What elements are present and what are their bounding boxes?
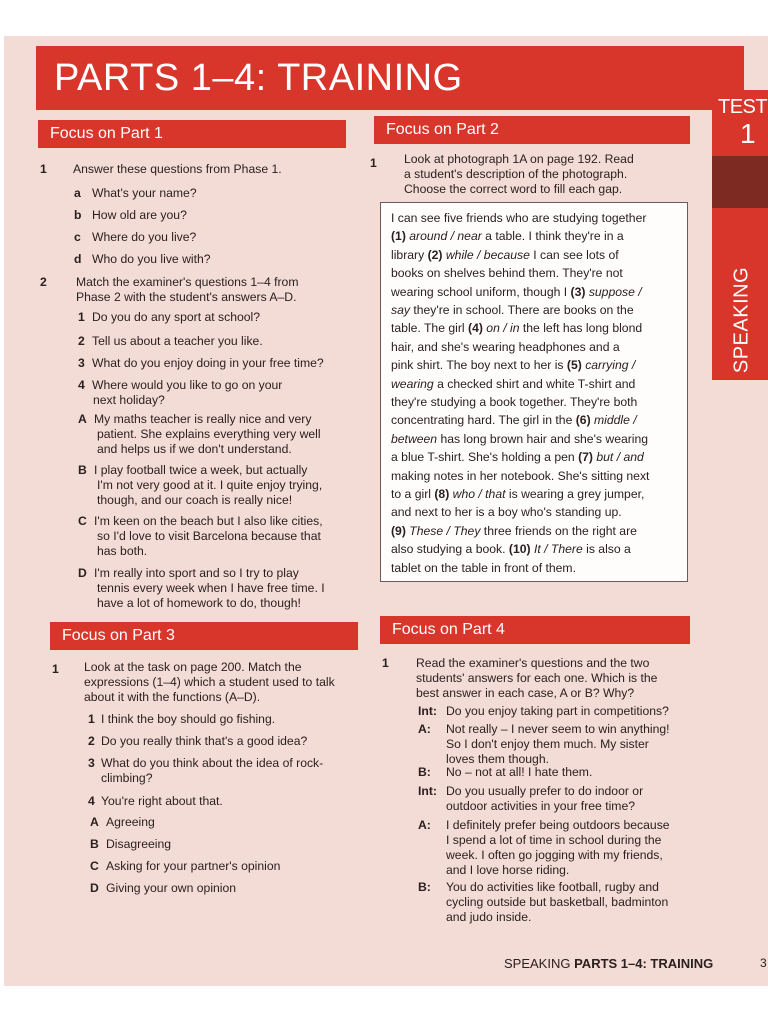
part2-heading: Focus on Part 2 <box>374 116 690 144</box>
passage-line <box>391 542 631 557</box>
passage-text: concentrating hard. The girl in the <box>391 413 576 428</box>
passage-line <box>391 505 622 520</box>
answer-line: I'm keen on the beach but I also like cities, <box>94 514 323 528</box>
gap-number: (2) <box>427 247 446 262</box>
item-letter: b <box>74 208 82 222</box>
dialogue-line: outdoor activities in your free time? <box>446 799 635 813</box>
item-text: Where do you live? <box>92 230 197 244</box>
speaker-label: A: <box>418 818 431 832</box>
question-number: 4 <box>78 378 85 392</box>
passage-text: has long brown hair and she's wearing <box>437 431 649 446</box>
gap-number: (7) <box>578 450 597 465</box>
gap-options: while / because <box>445 247 530 262</box>
answer-letter: D <box>78 566 87 580</box>
p3-q1-line: about it with the functions (A–D). <box>84 690 261 704</box>
answer-letter: C <box>78 514 87 528</box>
expression-number: 3 <box>88 756 95 770</box>
part3-heading: Focus on Part 3 <box>50 622 358 650</box>
passage-line <box>391 248 619 263</box>
gap-options: It / There <box>533 542 583 557</box>
gap-number: (3) <box>570 284 589 299</box>
speaker-label: Int: <box>418 704 437 718</box>
speaker-label: Int: <box>418 784 437 798</box>
function-letter: A <box>90 815 99 829</box>
p1-q2-intro-line: Phase 2 with the student's answers A–D. <box>76 290 297 304</box>
passage-line <box>391 303 634 318</box>
expression-line: Do you really think that's a good idea? <box>101 734 308 748</box>
expression-line: I think the boy should go fishing. <box>101 712 276 726</box>
p3-q1-line: expressions (1–4) which a student used to talk <box>84 675 335 689</box>
item-letter: d <box>74 252 82 266</box>
test-number: 1 <box>740 118 756 149</box>
tab-dark-band <box>712 156 768 208</box>
passage-line <box>391 561 576 576</box>
page <box>4 36 768 986</box>
passage-text: the left has long blond <box>519 321 643 336</box>
question-line: Do you do any sport at school? <box>92 310 261 324</box>
question-number: 3 <box>78 356 85 370</box>
passage-text: they're studying a book together. They're both <box>391 395 638 409</box>
function-letter: C <box>90 859 99 873</box>
passage-line <box>391 321 642 336</box>
page-title: PARTS 1–4: TRAINING <box>54 57 463 99</box>
gap-options: around / near <box>409 229 482 244</box>
dialogue-line: and I love horse riding. <box>446 863 570 877</box>
gap-number: (8) <box>434 487 453 501</box>
question-number: 1 <box>78 310 85 324</box>
item-letter: a <box>74 186 81 200</box>
passage-line <box>391 524 637 539</box>
item-text: Who do you live with? <box>92 252 211 266</box>
expression-number: 1 <box>88 712 95 726</box>
answer-letter: B <box>78 463 87 477</box>
question-number: 2 <box>78 334 85 348</box>
gap-number: (6) <box>575 413 595 428</box>
gap-number: (1) <box>391 229 410 244</box>
passage-text: also studying a book. <box>391 542 509 557</box>
p2-q1-number: 1 <box>370 156 377 170</box>
footer-section: SPEAKING <box>504 956 571 971</box>
gap-number: (4) <box>468 321 487 336</box>
dialogue-line: loves them though. <box>446 752 549 766</box>
p4-q1-line: best answer in each case, A or B? Why? <box>416 686 635 700</box>
passage-line <box>391 266 623 281</box>
footer-title: PARTS 1–4: TRAINING <box>574 956 714 971</box>
passage-text: tablet on the table in front of them. <box>391 560 576 575</box>
answer-line: patient. She explains everything very well <box>97 427 321 441</box>
test-side-tab <box>712 90 768 380</box>
passage-text: three friends on the right are <box>480 523 637 538</box>
title-banner <box>36 46 744 110</box>
function-text: Disagreeing <box>106 837 172 851</box>
passage-text: I can see lots of <box>529 247 619 262</box>
question-line: Tell us about a teacher you like. <box>92 334 263 348</box>
section-label: SPEAKING <box>730 266 753 374</box>
gap-options: but / and <box>596 450 644 465</box>
question-line: next holiday? <box>93 393 165 407</box>
function-text: Agreeing <box>106 815 155 829</box>
passage-text: to a girl <box>391 487 435 501</box>
expression-number: 2 <box>88 734 95 748</box>
expression-line: You're right about that. <box>101 794 223 808</box>
passage-text: hair, and she's wearing headphones and a <box>391 339 620 354</box>
dialogue-line: cycling outside but basketball, badminton <box>446 895 669 909</box>
part1-heading: Focus on Part 1 <box>38 120 346 148</box>
p2-q1-line: Look at photograph 1A on page 192. Read <box>404 152 634 166</box>
answer-line: has both. <box>97 544 148 558</box>
question-line: What do you enjoy doing in your free time? <box>92 356 324 370</box>
dialogue-line: I spend a lot of time in school during the <box>446 833 662 847</box>
p3-q1-line: Look at the task on page 200. Match the <box>84 660 302 674</box>
p1-q1-number: 1 <box>40 162 47 176</box>
speaker-label: A: <box>418 722 431 736</box>
gap-options: middle / <box>594 413 637 428</box>
gap-options: say <box>391 303 410 317</box>
dialogue-line: So I don't enjoy them much. My sister <box>446 737 649 751</box>
answer-line: I'm not very good at it. I quite enjoy trying, <box>97 478 323 492</box>
p3-q1-number: 1 <box>52 662 59 676</box>
answer-line: I'm really into sport and so I try to play <box>94 566 299 580</box>
gap-options: wearing <box>391 376 434 391</box>
passage-line <box>391 487 644 502</box>
passage-line <box>391 450 644 465</box>
dialogue-line: Do you enjoy taking part in competitions? <box>446 704 669 718</box>
expression-number: 4 <box>88 794 95 808</box>
passage-text: a table. I think they're in a <box>481 229 624 244</box>
expression-line: climbing? <box>101 771 153 785</box>
gap-number: (10) <box>508 542 534 557</box>
item-text: What's your name? <box>92 186 197 200</box>
speaker-label: B: <box>418 880 431 894</box>
description-passage-box <box>380 202 688 582</box>
passage-text: is also a <box>582 542 631 557</box>
passage-line <box>391 211 646 226</box>
passage-text: a blue T-shirt. She's holding a pen <box>391 450 579 465</box>
function-letter: B <box>90 837 99 851</box>
dialogue-line: I definitely prefer being outdoors because <box>446 818 670 832</box>
page-number: 3 <box>760 956 767 970</box>
passage-text: is wearing a grey jumper, <box>505 487 645 501</box>
passage-line <box>391 395 637 410</box>
answer-line: and helps us if we don't understand. <box>97 442 292 456</box>
expression-line: What do you think about the idea of rock- <box>101 756 324 770</box>
dialogue-line: week. I often go jogging with my friends, <box>446 848 663 862</box>
p1-q2-intro-line: Match the examiner's questions 1–4 from <box>76 275 299 289</box>
passage-line <box>391 358 635 373</box>
passage-text: library <box>391 247 428 262</box>
dialogue-line: No – not at all! I hate them. <box>446 765 593 779</box>
passage-text: and next to her is a boy who's standing up. <box>391 505 622 520</box>
gap-options: carrying / <box>585 358 636 373</box>
answer-letter: A <box>78 412 87 426</box>
gap-number: (9) <box>391 523 410 538</box>
answer-line: My maths teacher is really nice and very <box>94 412 312 426</box>
answer-line: so I'd love to visit Barcelona because that <box>97 529 321 543</box>
dialogue-line: and judo inside. <box>446 910 532 924</box>
passage-line <box>391 377 635 392</box>
answer-line: have a lot of homework to do, though! <box>97 596 301 610</box>
passage-line <box>391 413 637 428</box>
p1-q2-number: 2 <box>40 275 47 289</box>
question-line: Where would you like to go on your <box>92 378 283 392</box>
p4-q1-number: 1 <box>382 656 389 670</box>
gap-options: suppose / <box>588 284 642 299</box>
gap-options: on / in <box>486 321 520 336</box>
passage-line <box>391 469 649 484</box>
p1-q1-text: Answer these questions from Phase 1. <box>73 162 282 176</box>
answer-line: though, and our coach is really nice! <box>97 493 293 507</box>
gap-options: who / that <box>452 487 506 501</box>
answer-line: I play football twice a week, but actually <box>94 463 308 477</box>
speaker-label: B: <box>418 765 431 779</box>
function-letter: D <box>90 881 99 895</box>
gap-options: between <box>391 431 438 446</box>
p4-q1-line: Read the examiner's questions and the two <box>416 656 650 670</box>
function-text: Giving your own opinion <box>106 881 237 895</box>
part4-heading: Focus on Part 4 <box>380 616 690 644</box>
passage-text: a checked shirt and white T-shirt and <box>433 376 636 391</box>
gap-options: These / They <box>409 523 481 538</box>
passage-text: table. The girl <box>391 321 469 336</box>
passage-text: books on shelves behind them. They're not <box>391 266 623 281</box>
passage-text: making notes in her notebook. She's sitting next <box>391 468 650 483</box>
passage-line <box>391 432 648 447</box>
page-footer <box>504 956 713 971</box>
dialogue-line: Do you usually prefer to do indoor or <box>446 784 644 798</box>
answer-line: tennis every week when I have free time. I <box>97 581 325 595</box>
item-letter: c <box>74 230 81 244</box>
gap-number: (5) <box>566 358 586 373</box>
dialogue-line: Not really – I never seem to win anything! <box>446 722 670 736</box>
passage-text: I can see five friends who are studying together <box>391 211 647 225</box>
passage-line <box>391 340 620 355</box>
dialogue-line: You do activities like football, rugby and <box>446 880 659 894</box>
passage-text: they're in school. There are books on the <box>409 303 634 317</box>
p2-q1-line: Choose the correct word to fill each gap. <box>404 182 623 196</box>
p4-q1-line: students' answers for each one. Which is the <box>416 671 658 685</box>
test-label: TEST <box>718 96 768 118</box>
passage-text: wearing school uniform, though I <box>391 284 571 299</box>
passage-text: pink shirt. The boy next to her is <box>391 358 567 373</box>
passage-line <box>391 285 642 300</box>
function-text: Asking for your partner's opinion <box>106 859 281 873</box>
p2-q1-line: a student's description of the photograph. <box>404 167 628 181</box>
item-text: How old are you? <box>92 208 187 222</box>
passage-line <box>391 229 624 244</box>
